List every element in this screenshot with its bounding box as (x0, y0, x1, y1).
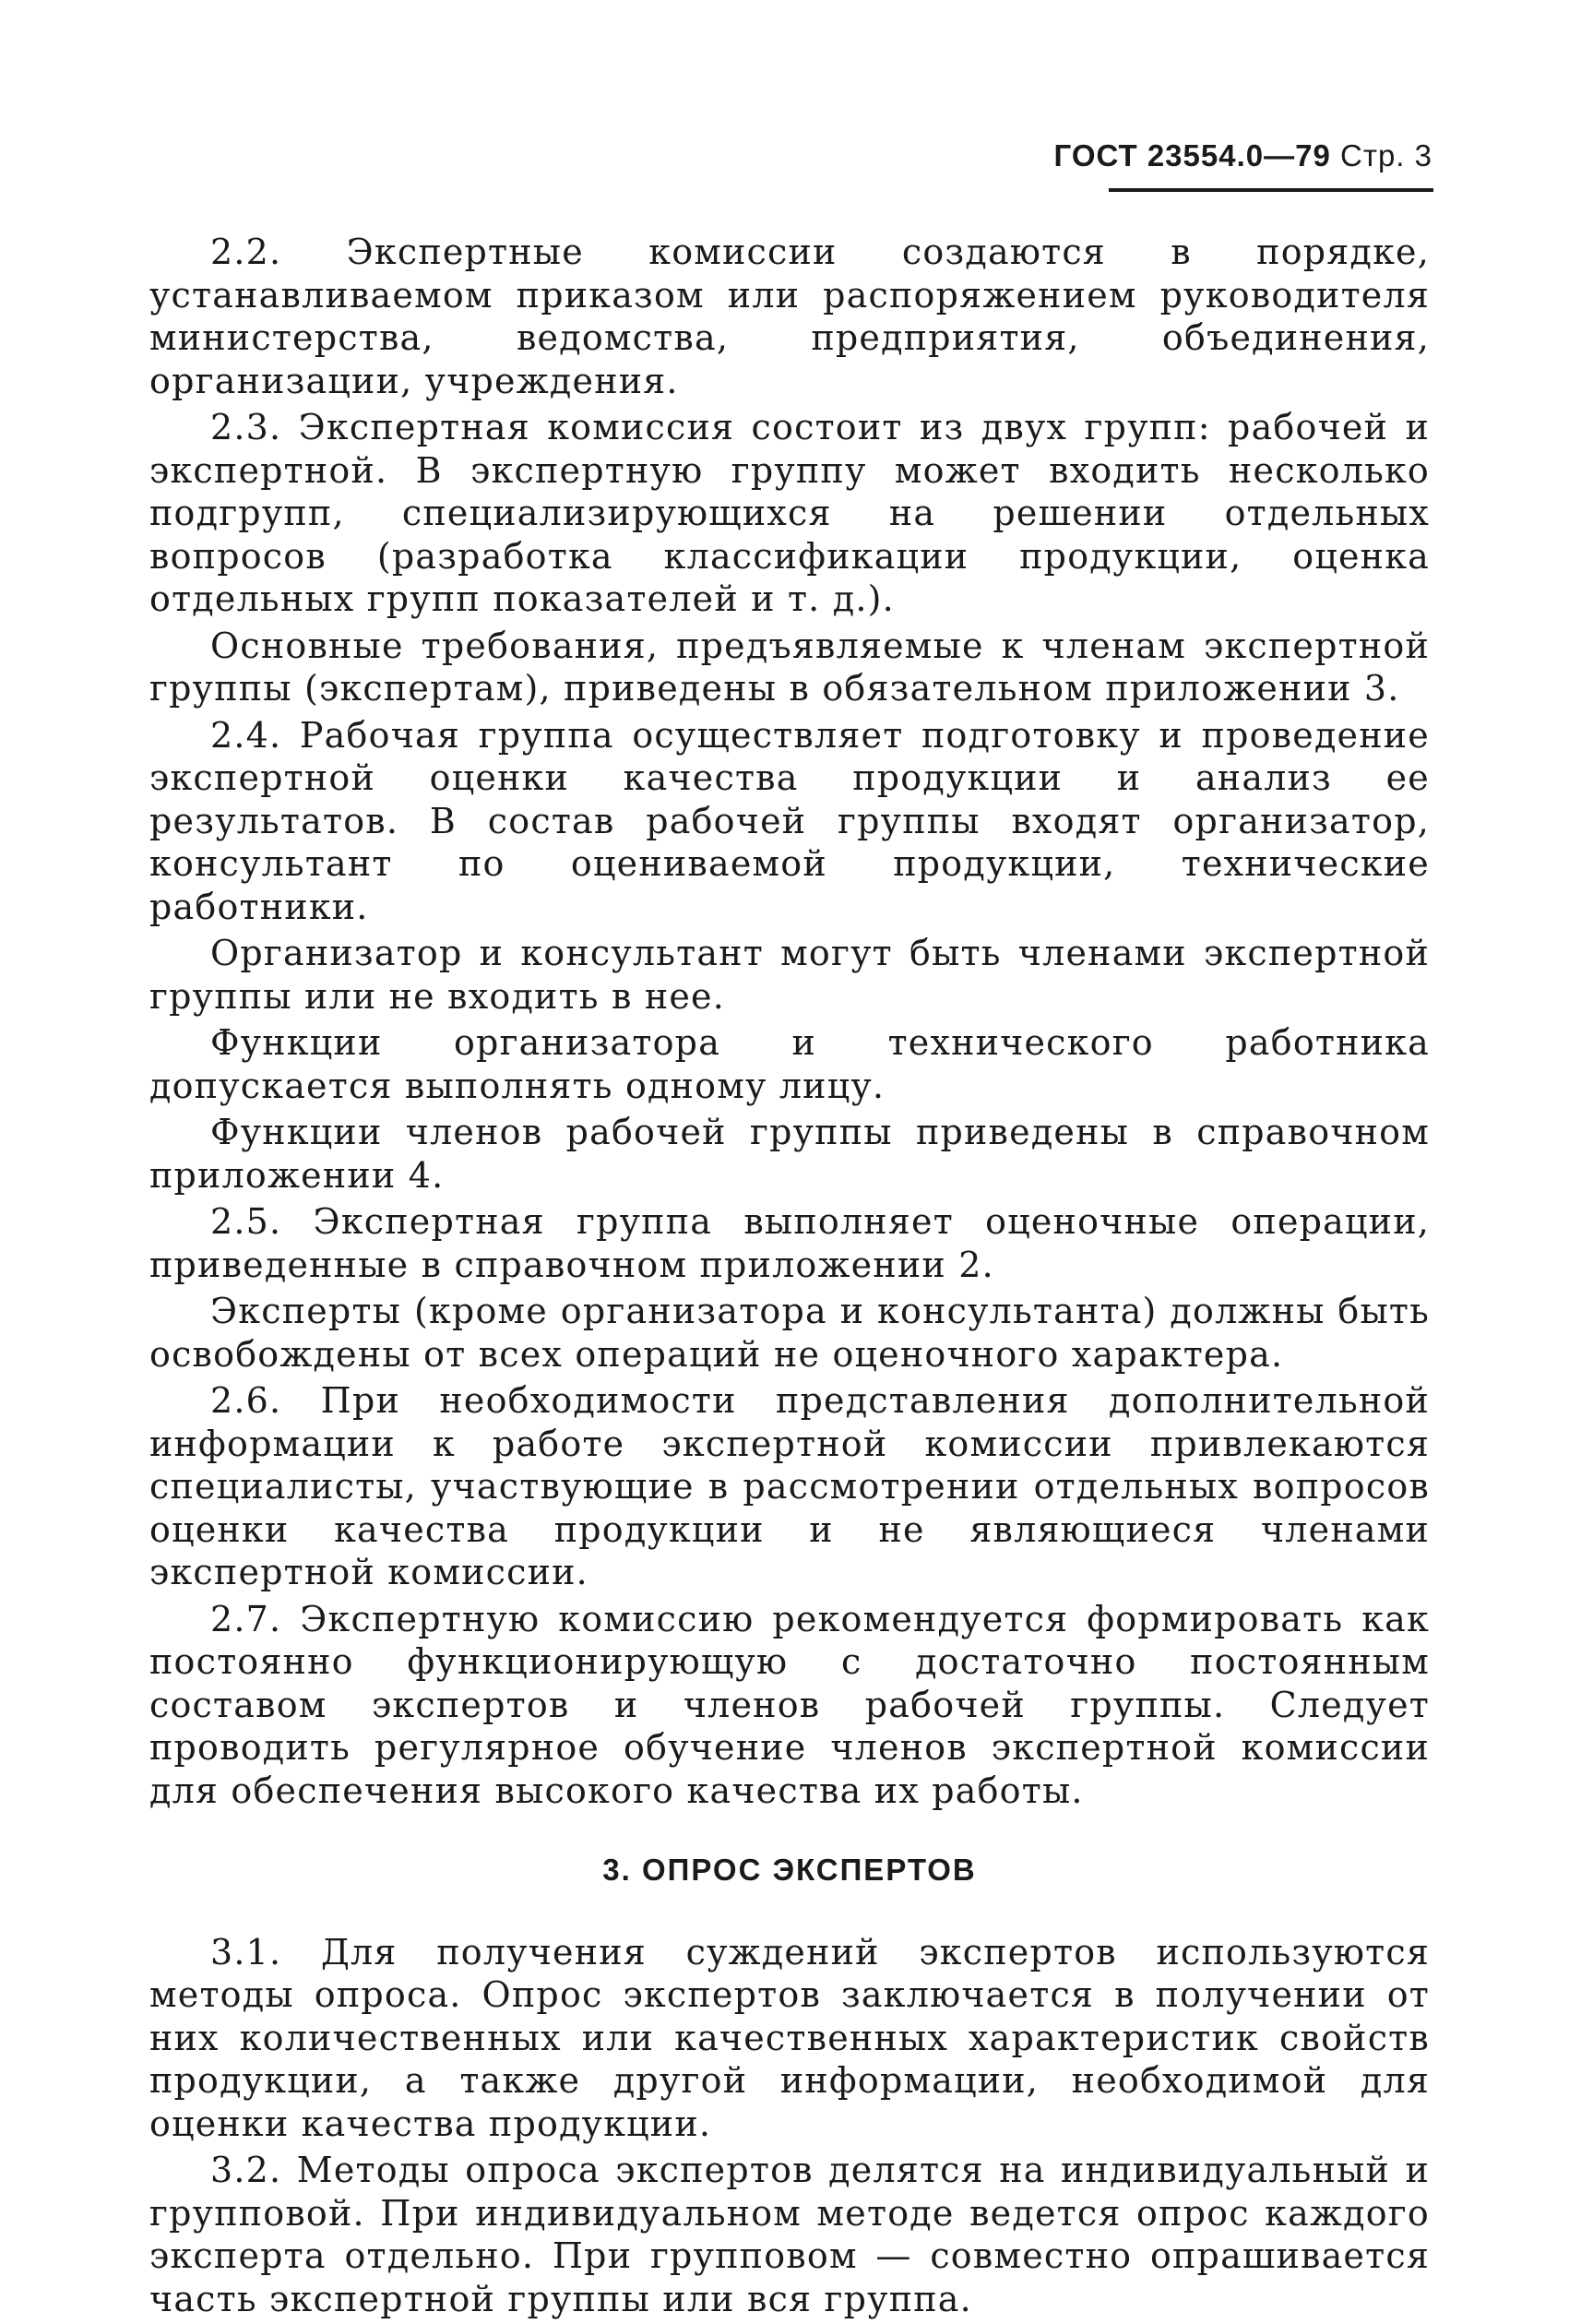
paragraph-2-4-organizer: Организатор и консультант могут быть членами экспертной группы или не входить в нее. (149, 933, 1430, 1017)
paragraph-2-2: 2.2. Экспертные комиссии создаются в порядке, устанавливаемом приказом или распоряжением руководителя министерства, ведомства, предприятия, объединения, организации, учреждения. (149, 232, 1430, 401)
paragraph-2-5: 2.5. Экспертная группа выполняет оценочные операции, приведенные в справочном приложении 2. (149, 1201, 1430, 1285)
header-rule (1109, 188, 1433, 192)
page-header (1054, 138, 1432, 173)
paragraph-2-6: 2.6. При необходимости представления дополнительной информации к работе экспертной комиссии привлекаются специалисты, участвующие в рассмотрении отдельных вопросов оценки качества продукции и не являющиеся членами экспертной комиссии. (149, 1380, 1430, 1592)
paragraph-2-4-members: Функции членов рабочей группы приведены в справочном приложении 4. (149, 1112, 1430, 1196)
paragraph-2-5-experts: Эксперты (кроме организатора и консультанта) должны быть освобождены от всех операций не оценочного характера. (149, 1291, 1430, 1375)
paragraph-2-3: 2.3. Экспертная комиссия состоит из двух групп: рабочей и экспертной. В экспертную группу может входить несколько подгрупп, специализирующихся на решении отдельных вопросов (разработка классификации продукции, оценка отдельных групп показателей и т. д.). (149, 407, 1430, 619)
paragraph-3-1: 3.1. Для получения суждений экспертов используются методы опроса. Опрос экспертов заключается в получении от них количественных или качественных характеристик свойств продукции, а также другой информации, необходимой для оценки качества продукции. (149, 1931, 1430, 2144)
standard-number: ГОСТ 23554.0—79 (1053, 138, 1331, 173)
document-body (149, 231, 1430, 2324)
paragraph-2-3-requirements: Основные требования, предъявляемые к членам экспертной группы (экспертам), приведены в обязательном приложении 3. (149, 625, 1430, 709)
page-number: Стр. 3 (1340, 138, 1432, 173)
paragraph-3-2: 3.2. Методы опроса экспертов делятся на индивидуальный и групповой. При индивидуальном методе ведется опрос каждого эксперта отдельно. При групповом — совместно опрашивается часть экспертной группы или вся группа. (149, 2150, 1430, 2319)
paragraph-2-4-functions: Функции организатора и технического работника допускается выполнять одному лицу. (149, 1022, 1430, 1106)
section-heading-3: 3. ОПРОС ЭКСПЕРТОВ (602, 1853, 977, 1887)
paragraph-2-7: 2.7. Экспертную комиссию рекомендуется формировать как постоянно функционирующую с достаточно постоянным составом экспертов и членов рабочей группы. Следует проводить регулярное обучение членов экспертной комиссии для обеспечения высокого качества их работы. (149, 1598, 1430, 1811)
paragraph-2-4: 2.4. Рабочая группа осуществляет подготовку и проведение экспертной оценки качества продукции и анализ ее результатов. В состав рабочей группы входят организатор, консультант по оцениваемой продукции, технические работники. (149, 714, 1430, 927)
